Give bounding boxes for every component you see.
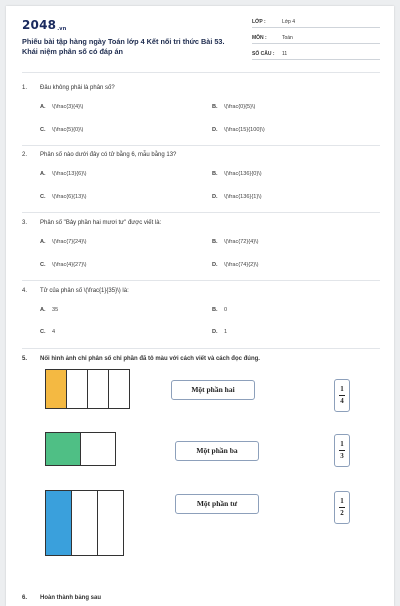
question-text: Nối hình ảnh chỉ phân số chỉ phần đã tô màu với cách viết và cách đọc đúng. <box>40 356 260 362</box>
option-text: \(\frac{0}{5}\) <box>224 104 256 110</box>
fraction-part <box>80 432 116 466</box>
divider <box>22 212 380 213</box>
q3-option-c[interactable] <box>40 262 87 268</box>
fraction-box-1-3[interactable] <box>334 434 350 467</box>
option-letter: B. <box>212 104 218 110</box>
fraction-bar <box>339 507 345 508</box>
option-text: \(\frac{4}{27}\) <box>52 262 87 268</box>
q2-option-c[interactable] <box>40 194 87 200</box>
option-letter: B. <box>212 239 218 245</box>
option-letter: C. <box>40 329 46 335</box>
divider <box>22 280 380 281</box>
logo-suffix: .vn <box>57 26 67 32</box>
title-line-2: Khái niệm phân số có đáp án <box>22 47 123 56</box>
option-letter: A. <box>40 239 46 245</box>
q4-option-b[interactable] <box>212 307 227 313</box>
divider <box>22 145 380 146</box>
option-text: \(\frac{15}{100}\) <box>224 127 265 133</box>
option-text: 0 <box>224 307 228 313</box>
fraction-part <box>97 490 124 556</box>
option-letter: D. <box>212 194 218 200</box>
q2-option-b[interactable] <box>212 171 262 177</box>
q1-option-c[interactable] <box>40 127 83 133</box>
fraction-denominator: 4 <box>340 397 344 405</box>
fraction-part <box>45 432 81 466</box>
option-text: 35 <box>52 307 59 313</box>
q2-option-d[interactable] <box>212 194 262 200</box>
meta-value: 11 <box>282 51 288 57</box>
fraction-part <box>71 490 98 556</box>
option-letter: B. <box>212 307 218 313</box>
meta-key: SỐ CÂU : <box>252 51 275 57</box>
question-text: Phân số "Bảy phần hai mươi tư" được viết là: <box>40 220 162 226</box>
q1-option-b[interactable] <box>212 104 255 110</box>
option-text: \(\frac{7}{24}\) <box>52 239 87 245</box>
option-letter: C. <box>40 127 46 133</box>
option-text: \(\frac{6}{13}\) <box>52 194 87 200</box>
fraction-numerator: 1 <box>340 385 344 393</box>
option-letter: B. <box>212 171 218 177</box>
fraction-part <box>45 490 72 556</box>
fraction-denominator: 3 <box>340 452 344 460</box>
question-text: Tử của phân số \(\frac{1}{35}\) là: <box>40 288 129 294</box>
fraction-numerator: 1 <box>340 497 344 505</box>
meta-question-count <box>252 49 380 60</box>
option-letter: A. <box>40 307 46 313</box>
q4-option-c[interactable] <box>40 329 55 335</box>
meta-value: Toán <box>282 35 293 41</box>
q2-option-a[interactable] <box>40 171 87 177</box>
q1-option-a[interactable] <box>40 104 83 110</box>
fraction-denominator: 2 <box>340 509 344 517</box>
document-title <box>22 37 247 57</box>
fraction-box-1-4[interactable] <box>334 379 350 412</box>
question-text: Phân số nào dưới đây có tử bằng 6, mẫu bằng 13? <box>40 152 177 158</box>
fraction-numerator: 1 <box>340 440 344 448</box>
question-text: Đâu không phải là phân số? <box>40 85 115 91</box>
q4-option-a[interactable] <box>40 307 58 313</box>
site-logo[interactable] <box>22 18 67 32</box>
question-number: 1. <box>22 85 28 91</box>
fraction-box-1-2[interactable] <box>334 491 350 524</box>
fraction-part <box>66 369 88 409</box>
meta-key: MÔN : <box>252 35 267 41</box>
question-number: 2. <box>22 152 28 158</box>
q3-option-b[interactable] <box>212 239 259 245</box>
option-text: 1 <box>224 329 228 335</box>
fraction-part <box>108 369 130 409</box>
option-letter: A. <box>40 104 46 110</box>
name-box-one-quarter[interactable]: Một phần tư <box>175 494 259 514</box>
fraction-part <box>45 369 67 409</box>
question-number: 3. <box>22 220 28 226</box>
option-text: \(\frac{74}{2}\) <box>224 262 259 268</box>
option-text: 4 <box>52 329 56 335</box>
q3-option-a[interactable] <box>40 239 87 245</box>
name-box-one-third[interactable]: Một phần ba <box>175 441 259 461</box>
question-number: 5. <box>22 356 28 362</box>
q4-option-d[interactable] <box>212 329 227 335</box>
divider <box>22 348 380 349</box>
option-letter: C. <box>40 194 46 200</box>
fraction-bar <box>339 450 345 451</box>
q1-option-d[interactable] <box>212 127 265 133</box>
option-text: \(\frac{3}{4}\) <box>52 104 84 110</box>
option-text: \(\frac{136}{0}\) <box>224 171 262 177</box>
meta-class <box>252 17 380 28</box>
question-number: 6. <box>22 595 28 601</box>
question-text: Hoàn thành bảng sau <box>40 595 102 601</box>
fraction-bar <box>339 395 345 396</box>
fraction-part <box>87 369 109 409</box>
option-text: \(\frac{5}{0}\) <box>52 127 84 133</box>
meta-subject <box>252 33 380 44</box>
option-text: \(\frac{136}{1}\) <box>224 194 262 200</box>
option-letter: D. <box>212 127 218 133</box>
meta-key: LỚP : <box>252 19 266 25</box>
option-letter: D. <box>212 262 218 268</box>
option-letter: D. <box>212 329 218 335</box>
question-number: 4. <box>22 288 28 294</box>
option-text: \(\frac{72}{4}\) <box>224 239 259 245</box>
logo-text: 2048 <box>22 18 57 32</box>
q3-option-d[interactable] <box>212 262 259 268</box>
option-letter: A. <box>40 171 46 177</box>
title-line-1: Phiếu bài tập hàng ngày Toán lớp 4 Kết nối tri thức Bài 53. <box>22 37 225 46</box>
name-box-one-half[interactable]: Một phần hai <box>171 380 255 400</box>
option-text: \(\frac{13}{6}\) <box>52 171 87 177</box>
option-letter: C. <box>40 262 46 268</box>
meta-value: Lớp 4 <box>282 19 296 25</box>
divider <box>22 72 380 73</box>
worksheet-page <box>6 6 394 606</box>
